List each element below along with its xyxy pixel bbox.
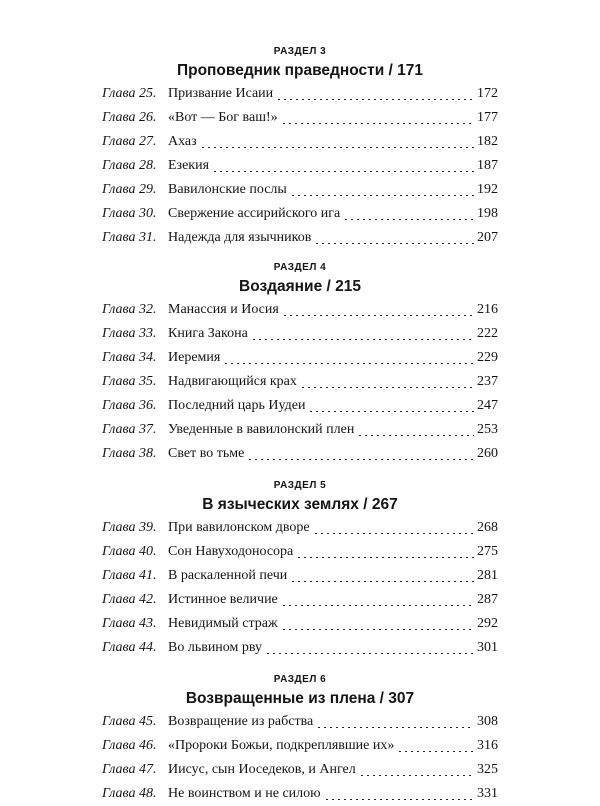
chapter-entry — [102, 106, 498, 130]
page-number: 301 — [477, 640, 498, 655]
chapter-number: Глава 35. — [102, 374, 157, 389]
chapter-title: Во львином рву — [168, 640, 263, 655]
toc-section — [102, 478, 498, 660]
page-number: 331 — [477, 786, 498, 801]
dot-leader — [324, 799, 474, 800]
chapter-title: Уведенные в вавилонский плен — [168, 422, 355, 437]
section-title: Проповедник праведности / 171 — [176, 62, 424, 79]
chapter-entry — [102, 394, 498, 418]
chapter-entry — [102, 564, 498, 588]
section-label: РАЗДЕЛ 5 — [273, 480, 327, 491]
page-number: 207 — [477, 230, 498, 245]
chapter-entry — [102, 540, 498, 564]
page-number: 187 — [477, 158, 498, 173]
dot-leader — [200, 147, 474, 148]
chapter-title: Сон Навуходоносора — [168, 544, 294, 559]
chapter-title: Надвигающийся крах — [168, 374, 297, 389]
toc-section — [102, 260, 498, 466]
section-title: Возвращенные из плена / 307 — [185, 690, 415, 707]
chapter-title: «Вот — Бог ваш!» — [168, 110, 278, 125]
chapter-entry — [102, 418, 498, 442]
chapter-list — [102, 298, 498, 466]
page-number: 268 — [477, 520, 498, 535]
chapter-number: Глава 43. — [102, 616, 157, 631]
dot-leader — [265, 653, 474, 654]
chapter-title: Езекия — [168, 158, 210, 173]
page-number: 325 — [477, 762, 498, 777]
chapter-entry — [102, 130, 498, 154]
chapter-number: Глава 38. — [102, 446, 157, 461]
dot-leader — [300, 387, 474, 388]
chapter-number: Глава 40. — [102, 544, 157, 559]
chapter-number: Глава 28. — [102, 158, 157, 173]
page-number: 192 — [477, 182, 498, 197]
chapter-entry — [102, 710, 498, 734]
chapter-entry — [102, 734, 498, 758]
dot-leader — [212, 171, 474, 172]
chapter-entry — [102, 298, 498, 322]
chapter-number: Глава 41. — [102, 568, 157, 583]
page-number: 237 — [477, 374, 498, 389]
chapter-title: Ахаз — [168, 134, 197, 149]
page-number: 229 — [477, 350, 498, 365]
chapter-entry — [102, 82, 498, 106]
chapter-title: Иисус, сын Иоседеков, и Ангел — [168, 762, 356, 777]
chapter-number: Глава 45. — [102, 714, 157, 729]
dot-leader — [359, 775, 474, 776]
dot-leader — [281, 629, 474, 630]
chapter-number: Глава 26. — [102, 110, 157, 125]
chapter-title: «Пророки Божьи, подкреплявшие их» — [168, 738, 395, 753]
chapter-entry — [102, 442, 498, 466]
page-number: 308 — [477, 714, 498, 729]
chapter-title: Манассия и Иосия — [168, 302, 279, 317]
page-number: 260 — [477, 446, 498, 461]
page-number: 222 — [477, 326, 498, 341]
chapter-number: Глава 33. — [102, 326, 157, 341]
table-of-contents — [102, 44, 498, 806]
chapter-number: Глава 30. — [102, 206, 157, 221]
section-title: Воздаяние / 215 — [239, 278, 361, 295]
chapter-entry — [102, 346, 498, 370]
page-number: 287 — [477, 592, 498, 607]
chapter-entry — [102, 178, 498, 202]
chapter-title: При вавилонском дворе — [168, 520, 310, 535]
chapter-title: Призвание Исаии — [168, 86, 274, 101]
chapter-list — [102, 82, 498, 250]
chapter-entry — [102, 636, 498, 660]
dot-leader — [290, 581, 474, 582]
chapter-entry — [102, 758, 498, 782]
chapter-title: Свет во тьме — [168, 446, 245, 461]
chapter-number: Глава 36. — [102, 398, 157, 413]
chapter-title: Книга Закона — [168, 326, 248, 341]
dot-leader — [316, 727, 474, 728]
dot-leader — [308, 411, 474, 412]
toc-section — [102, 672, 498, 806]
chapter-title: Возвращение из рабства — [168, 714, 314, 729]
page-number: 253 — [477, 422, 498, 437]
dot-leader — [281, 605, 474, 606]
section-label: РАЗДЕЛ 6 — [273, 674, 327, 685]
dot-leader — [251, 339, 474, 340]
chapter-number: Глава 48. — [102, 786, 157, 801]
dot-leader — [223, 363, 474, 364]
dot-leader — [282, 315, 474, 316]
dot-leader — [276, 99, 474, 100]
chapter-title: Истинное величие — [168, 592, 278, 607]
chapter-title: Последний царь Иудеи — [168, 398, 306, 413]
chapter-title: Иеремия — [168, 350, 221, 365]
section-gap — [102, 466, 498, 478]
dot-leader — [314, 243, 474, 244]
chapter-number: Глава 31. — [102, 230, 157, 245]
dot-leader — [281, 123, 474, 124]
chapter-number: Глава 46. — [102, 738, 157, 753]
chapter-title: Не воинством и не силою — [168, 786, 321, 801]
chapter-number: Глава 47. — [102, 762, 157, 777]
chapter-number: Глава 37. — [102, 422, 157, 437]
page-number: 177 — [477, 110, 498, 125]
chapter-number: Глава 34. — [102, 350, 157, 365]
dot-leader — [357, 435, 474, 436]
dot-leader — [290, 195, 474, 196]
dot-leader — [343, 219, 474, 220]
chapter-title: В раскаленной печи — [168, 568, 288, 583]
chapter-list — [102, 710, 498, 806]
chapter-entry — [102, 322, 498, 346]
dot-leader — [296, 557, 474, 558]
page-number: 247 — [477, 398, 498, 413]
dot-leader — [247, 459, 474, 460]
chapter-entry — [102, 612, 498, 636]
page-number: 281 — [477, 568, 498, 583]
chapter-number: Глава 42. — [102, 592, 157, 607]
section-label: РАЗДЕЛ 3 — [273, 46, 327, 57]
chapter-number: Глава 25. — [102, 86, 157, 101]
page-number: 182 — [477, 134, 498, 149]
chapter-number: Глава 39. — [102, 520, 157, 535]
chapter-number: Глава 29. — [102, 182, 157, 197]
dot-leader — [397, 751, 474, 752]
chapter-number: Глава 27. — [102, 134, 157, 149]
page-number: 216 — [477, 302, 498, 317]
toc-section — [102, 44, 498, 250]
chapter-number: Глава 32. — [102, 302, 157, 317]
page-number: 275 — [477, 544, 498, 559]
chapter-entry — [102, 154, 498, 178]
chapter-entry — [102, 370, 498, 394]
page-number: 198 — [477, 206, 498, 221]
page-number: 316 — [477, 738, 498, 753]
chapter-title: Свержение ассирийского ига — [168, 206, 341, 221]
section-title: В языческих землях / 267 — [202, 496, 398, 513]
chapter-number: Глава 44. — [102, 640, 157, 655]
section-gap — [102, 660, 498, 672]
chapter-entry — [102, 202, 498, 226]
chapter-entry — [102, 226, 498, 250]
page-number: 292 — [477, 616, 498, 631]
section-gap — [102, 250, 498, 260]
page-number: 172 — [477, 86, 498, 101]
chapter-title: Вавилонские послы — [168, 182, 287, 197]
chapter-title: Невидимый страж — [168, 616, 278, 631]
chapter-entry — [102, 782, 498, 806]
chapter-title: Надежда для язычников — [168, 230, 312, 245]
chapter-entry — [102, 516, 498, 540]
section-label: РАЗДЕЛ 4 — [273, 262, 327, 273]
chapter-list — [102, 516, 498, 660]
dot-leader — [313, 533, 474, 534]
chapter-entry — [102, 588, 498, 612]
